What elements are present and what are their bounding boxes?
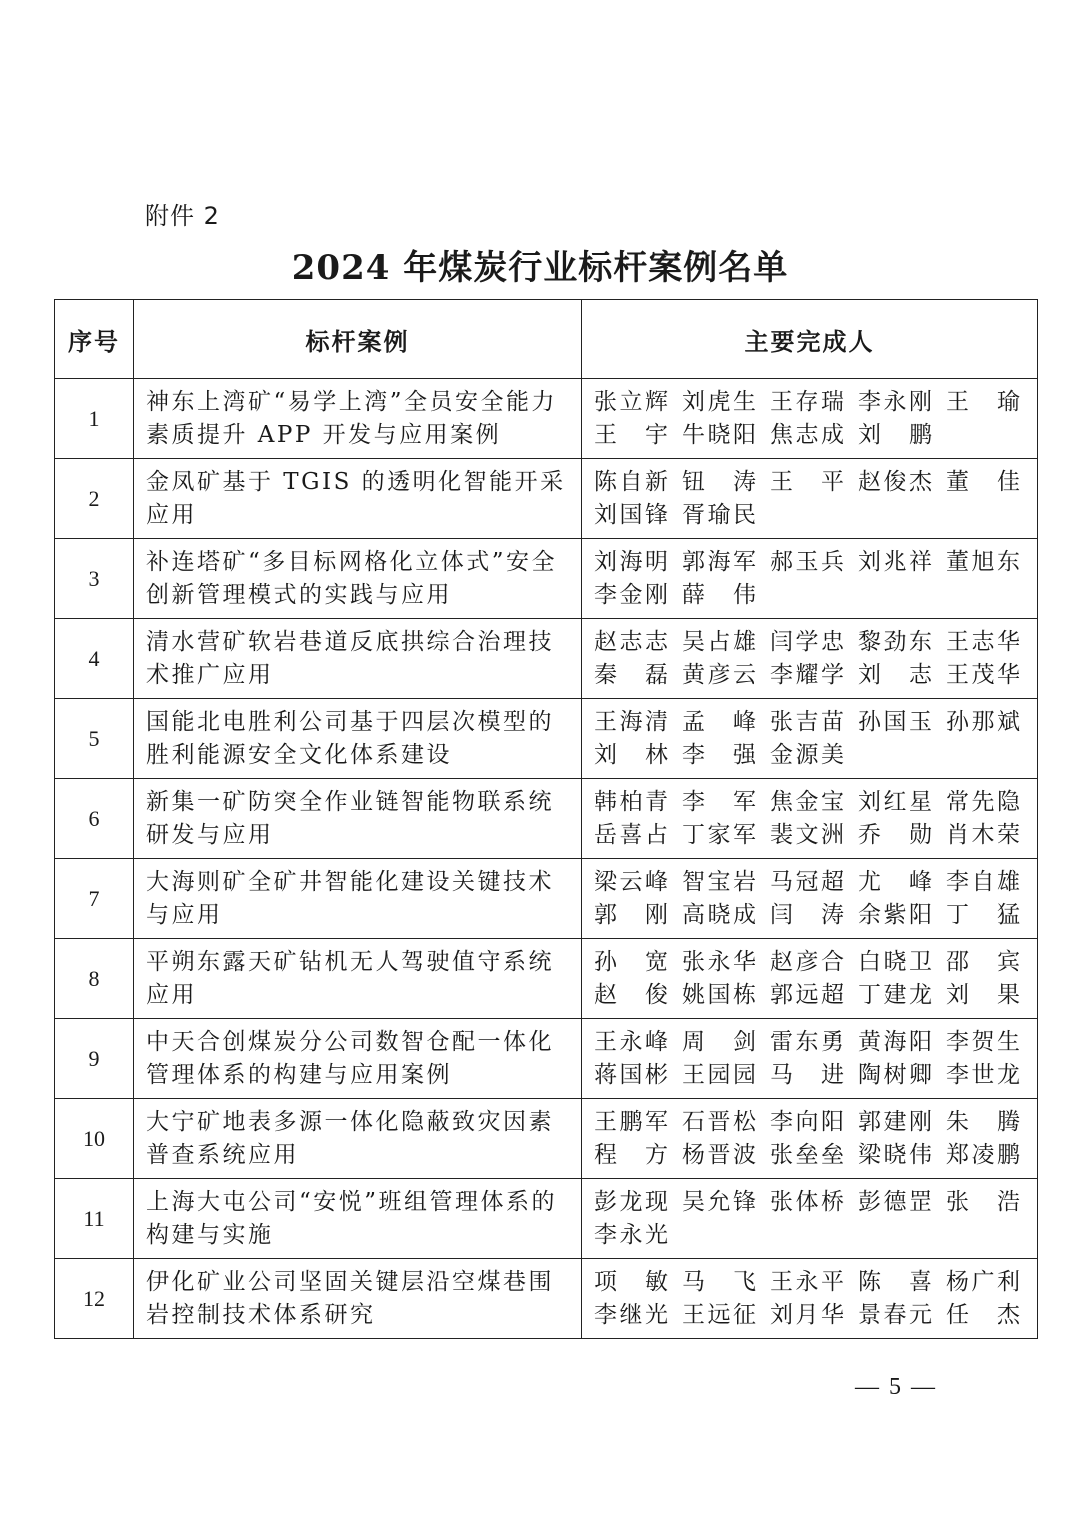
header-index: 序号 <box>55 300 134 379</box>
contributor-name: 彭 德 罡 <box>858 1188 932 1215</box>
case-name: 大宁矿地表多源一体化隐蔽致灾因素普查系统应用 <box>134 1099 582 1179</box>
contributor-name: 钮 涛 <box>682 468 756 495</box>
table-row <box>55 699 1038 779</box>
contributor-name: 闫 涛 <box>770 901 844 928</box>
contributor-name: 王 瑜 <box>946 388 1020 415</box>
contributor-name: 王 园 园 <box>682 1061 756 1088</box>
contributor-name: 赵 俊 杰 <box>858 468 932 495</box>
contributor-line <box>594 659 1025 692</box>
principal-contributors <box>582 1099 1038 1179</box>
contributor-name: 孟 峰 <box>682 708 756 735</box>
contributor-name: 刘 志 <box>858 661 932 688</box>
case-name: 新集一矿防突全作业链智能物联系统研发与应用 <box>134 779 582 859</box>
row-index: 4 <box>55 619 134 699</box>
contributor-name: 肖 木 荣 <box>946 821 1020 848</box>
contributor-name: 黎 劲 东 <box>858 628 932 655</box>
contributor-name: 李 自 雄 <box>946 868 1020 895</box>
contributor-name: 刘 红 星 <box>858 788 932 815</box>
contributor-line <box>594 499 1025 532</box>
contributor-name: 彭 龙 现 <box>594 1188 668 1215</box>
contributor-name: 王 海 清 <box>594 708 668 735</box>
case-name: 补连塔矿“多目标网格化立体式”安全创新管理模式的实践与应用 <box>134 539 582 619</box>
row-index: 8 <box>55 939 134 1019</box>
row-index: 6 <box>55 779 134 859</box>
contributor-line <box>594 1219 1025 1252</box>
contributor-name: 赵 志 志 <box>594 628 668 655</box>
contributor-name: 智 宝 岩 <box>682 868 756 895</box>
contributor-name: 丁 建 龙 <box>858 981 932 1008</box>
contributor-name: 杨 晋 波 <box>682 1141 756 1168</box>
principal-contributors <box>582 939 1038 1019</box>
contributor-name: 孙 国 玉 <box>858 708 932 735</box>
contributor-name: 黄 海 阳 <box>858 1028 932 1055</box>
contributor-name: 胥 瑜 民 <box>682 501 756 528</box>
contributor-line <box>594 706 1025 739</box>
contributor-name: 王 茂 华 <box>946 661 1020 688</box>
contributor-name: 蒋 国 彬 <box>594 1061 668 1088</box>
contributor-name: 王 宇 <box>594 421 668 448</box>
case-name: 平朔东露天矿钻机无人驾驶值守系统应用 <box>134 939 582 1019</box>
contributor-line <box>594 1186 1025 1219</box>
contributor-name: 乔 勋 <box>858 821 932 848</box>
contributor-name: 王 永 平 <box>770 1268 844 1295</box>
contributor-line <box>594 626 1025 659</box>
contributor-name: 陶 树 卿 <box>858 1061 932 1088</box>
row-index: 12 <box>55 1259 134 1339</box>
case-name: 国能北电胜利公司基于四层次模型的胜利能源安全文化体系建设 <box>134 699 582 779</box>
contributor-name: 张 吉 苗 <box>770 708 844 735</box>
contributor-name: 马 进 <box>770 1061 844 1088</box>
contributor-name: 雷 东 勇 <box>770 1028 844 1055</box>
contributor-name: 李 耀 学 <box>770 661 844 688</box>
contributor-name: 裴 文 洲 <box>770 821 844 848</box>
principal-contributors <box>582 859 1038 939</box>
contributor-name: 王 存 瑞 <box>770 388 844 415</box>
contributor-name: 周 剑 <box>682 1028 756 1055</box>
contributor-line <box>594 946 1025 979</box>
contributor-name: 王 志 华 <box>946 628 1020 655</box>
table-row <box>55 859 1038 939</box>
case-name: 中天合创煤炭分公司数智仓配一体化管理体系的构建与应用案例 <box>134 1019 582 1099</box>
contributor-name: 任 杰 <box>946 1301 1020 1328</box>
contributor-name: 孙 宽 <box>594 948 668 975</box>
contributor-line <box>594 866 1025 899</box>
contributor-line <box>594 1059 1025 1092</box>
contributor-name: 马 冠 超 <box>770 868 844 895</box>
case-name: 清水营矿软岩巷道反底拱综合治理技术推广应用 <box>134 619 582 699</box>
contributor-name: 朱 腾 <box>946 1108 1020 1135</box>
contributor-name: 梁 晓 伟 <box>858 1141 932 1168</box>
contributor-name: 丁 猛 <box>946 901 1020 928</box>
table-header-row <box>55 300 1038 379</box>
contributor-name: 焦 金 宝 <box>770 788 844 815</box>
contributor-name: 邵 宾 <box>946 948 1020 975</box>
contributor-name: 郝 玉 兵 <box>770 548 844 575</box>
header-people: 主要完成人 <box>582 300 1038 379</box>
principal-contributors <box>582 459 1038 539</box>
contributor-line <box>594 419 1025 452</box>
contributor-name: 李 世 龙 <box>946 1061 1020 1088</box>
principal-contributors <box>582 779 1038 859</box>
row-index: 7 <box>55 859 134 939</box>
contributor-name: 王 平 <box>770 468 844 495</box>
table-row <box>55 1259 1038 1339</box>
table-row <box>55 1099 1038 1179</box>
contributor-name: 常 先 隐 <box>946 788 1020 815</box>
contributor-name: 项 敏 <box>594 1268 668 1295</box>
contributor-name: 张 浩 <box>946 1188 1020 1215</box>
table-row <box>55 619 1038 699</box>
contributor-name: 王 鹏 军 <box>594 1108 668 1135</box>
principal-contributors <box>582 1179 1038 1259</box>
case-name: 上海大屯公司“安悦”班组管理体系的构建与实施 <box>134 1179 582 1259</box>
contributor-line <box>594 979 1025 1012</box>
principal-contributors <box>582 619 1038 699</box>
contributor-name: 韩 柏 青 <box>594 788 668 815</box>
row-index: 1 <box>55 379 134 459</box>
contributor-name: 岳 喜 占 <box>594 821 668 848</box>
contributor-line <box>594 1106 1025 1139</box>
contributor-name: 李 永 刚 <box>858 388 932 415</box>
contributor-line <box>594 786 1025 819</box>
contributor-name: 赵 俊 <box>594 981 668 1008</box>
contributor-name: 白 晓 卫 <box>858 948 932 975</box>
document-title: 2024 年煤炭行业标杆案例名单 <box>291 248 789 288</box>
contributor-name: 张 体 桥 <box>770 1188 844 1215</box>
contributor-name: 姚 国 栋 <box>682 981 756 1008</box>
contributor-name: 牛 晓 阳 <box>682 421 756 448</box>
contributor-name: 李 贺 生 <box>946 1028 1020 1055</box>
contributor-name: 张 垒 垒 <box>770 1141 844 1168</box>
table-row <box>55 779 1038 859</box>
contributor-name: 董 佳 <box>946 468 1020 495</box>
contributor-name: 刘 国 锋 <box>594 501 668 528</box>
contributor-line <box>594 579 1025 612</box>
contributor-name: 刘 林 <box>594 741 668 768</box>
contributor-name: 赵 彦 合 <box>770 948 844 975</box>
table-body <box>55 379 1038 1339</box>
table-row <box>55 939 1038 1019</box>
contributor-name: 张 立 辉 <box>594 388 668 415</box>
contributor-line <box>594 819 1025 852</box>
contributor-name: 石 晋 松 <box>682 1108 756 1135</box>
contributor-name: 郭 建 刚 <box>858 1108 932 1135</box>
contributor-name: 王 远 征 <box>682 1301 756 1328</box>
contributor-name: 秦 磊 <box>594 661 668 688</box>
contributor-name: 李 强 <box>682 741 756 768</box>
header-case: 标杆案例 <box>134 300 582 379</box>
contributor-name: 景 春 元 <box>858 1301 932 1328</box>
attachment-label: 附件 2 <box>145 202 220 230</box>
contributor-name: 董 旭 东 <box>946 548 1020 575</box>
contributor-name: 陈 自 新 <box>594 468 668 495</box>
row-index: 9 <box>55 1019 134 1099</box>
contributor-line <box>594 1026 1025 1059</box>
contributor-line <box>594 739 1025 772</box>
principal-contributors <box>582 539 1038 619</box>
contributor-name: 黄 彦 云 <box>682 661 756 688</box>
contributor-name: 高 晓 成 <box>682 901 756 928</box>
contributor-name: 刘 海 明 <box>594 548 668 575</box>
contributor-name: 金 源 美 <box>770 741 844 768</box>
contributor-name: 郑 凌 鹏 <box>946 1141 1020 1168</box>
contributor-name: 梁 云 峰 <box>594 868 668 895</box>
table-row <box>55 1179 1038 1259</box>
contributor-name: 吴 占 雄 <box>682 628 756 655</box>
row-index: 5 <box>55 699 134 779</box>
principal-contributors <box>582 1019 1038 1099</box>
contributor-name: 焦 志 成 <box>770 421 844 448</box>
contributor-line <box>594 466 1025 499</box>
row-index: 11 <box>55 1179 134 1259</box>
contributor-line <box>594 386 1025 419</box>
contributor-name: 吴 允 锋 <box>682 1188 756 1215</box>
principal-contributors <box>582 379 1038 459</box>
contributor-line <box>594 899 1025 932</box>
contributor-name: 孙 那 斌 <box>946 708 1020 735</box>
contributor-name: 薛 伟 <box>682 581 756 608</box>
table-row <box>55 539 1038 619</box>
contributor-line <box>594 1299 1025 1332</box>
contributor-name: 闫 学 忠 <box>770 628 844 655</box>
benchmark-case-table <box>54 299 1038 1339</box>
row-index: 3 <box>55 539 134 619</box>
contributor-name: 李 军 <box>682 788 756 815</box>
contributor-line <box>594 546 1025 579</box>
contributor-name: 刘 虎 生 <box>682 388 756 415</box>
contributor-name: 李 向 阳 <box>770 1108 844 1135</box>
contributor-name: 张 永 华 <box>682 948 756 975</box>
contributor-name: 刘 兆 祥 <box>858 548 932 575</box>
contributor-name: 刘 月 华 <box>770 1301 844 1328</box>
principal-contributors <box>582 699 1038 779</box>
table-row <box>55 459 1038 539</box>
table-row <box>55 1019 1038 1099</box>
case-name: 伊化矿业公司坚固关键层沿空煤巷围岩控制技术体系研究 <box>134 1259 582 1339</box>
contributor-name: 刘 果 <box>946 981 1020 1008</box>
contributor-name: 余 紫 阳 <box>858 901 932 928</box>
row-index: 2 <box>55 459 134 539</box>
case-name: 大海则矿全矿井智能化建设关键技术与应用 <box>134 859 582 939</box>
contributor-name: 郭 远 超 <box>770 981 844 1008</box>
page-number: — 5 — <box>855 1374 937 1400</box>
contributor-name: 丁 家 军 <box>682 821 756 848</box>
table-row <box>55 379 1038 459</box>
contributor-name: 杨 广 利 <box>946 1268 1020 1295</box>
contributor-name: 尤 峰 <box>858 868 932 895</box>
contributor-name: 李 继 光 <box>594 1301 668 1328</box>
contributor-name: 陈 喜 <box>858 1268 932 1295</box>
contributor-name: 程 方 <box>594 1141 668 1168</box>
contributor-name: 李 金 刚 <box>594 581 668 608</box>
principal-contributors <box>582 1259 1038 1339</box>
contributor-name: 马 飞 <box>682 1268 756 1295</box>
contributor-name: 郭 刚 <box>594 901 668 928</box>
contributor-name: 刘 鹏 <box>858 421 932 448</box>
contributor-line <box>594 1139 1025 1172</box>
contributor-name: 郭 海 军 <box>682 548 756 575</box>
case-name: 金凤矿基于 TGIS 的透明化智能开采应用 <box>134 459 582 539</box>
row-index: 10 <box>55 1099 134 1179</box>
contributor-name: 王 永 峰 <box>594 1028 668 1055</box>
contributor-line <box>594 1266 1025 1299</box>
contributor-name: 李 永 光 <box>594 1221 668 1248</box>
case-name: 神东上湾矿“易学上湾”全员安全能力素质提升 APP 开发与应用案例 <box>134 379 582 459</box>
